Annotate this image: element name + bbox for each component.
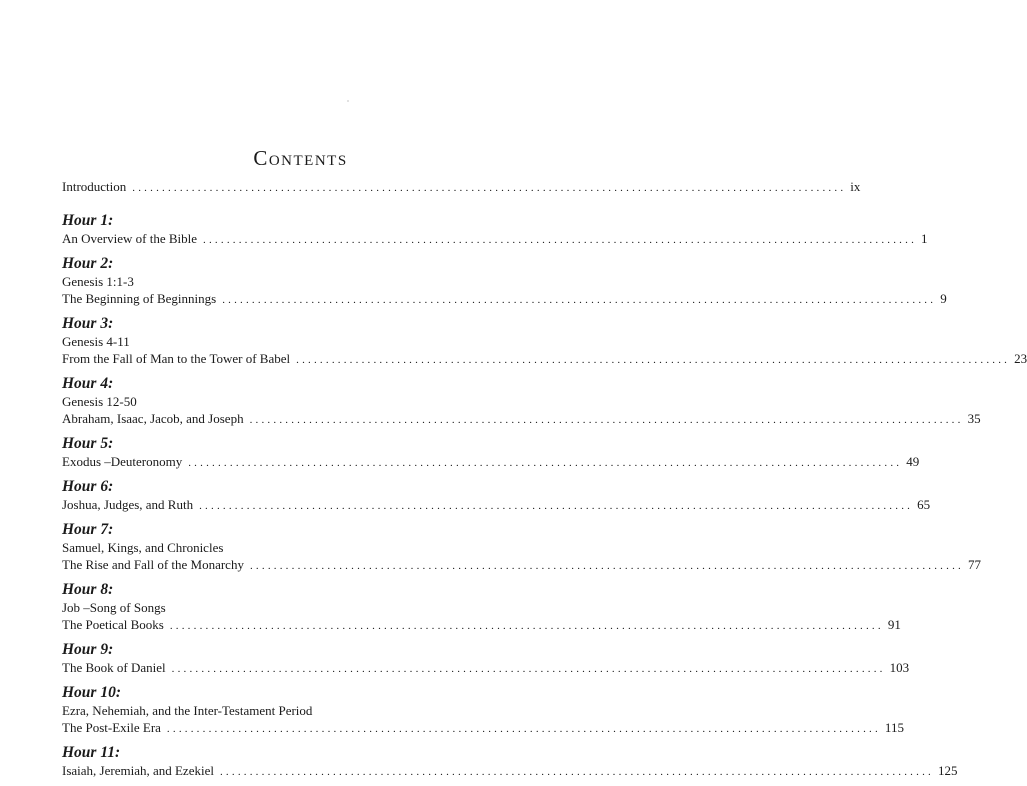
- dot-leader: ........................................................................................................................: [222, 294, 937, 306]
- toc-section: [62, 434, 920, 470]
- toc-page-number: 1: [921, 231, 928, 246]
- toc-page-number: 77: [967, 557, 981, 572]
- hour-heading: Hour 2:: [62, 255, 114, 272]
- dot-leader: ........................................................................................................................: [199, 500, 914, 512]
- section-subtitle: Genesis 1:1-3: [62, 274, 134, 289]
- toc-section: [62, 374, 981, 427]
- toc-page-number: 115: [884, 720, 904, 735]
- hour-heading: Hour 9:: [62, 641, 114, 658]
- toc-section: [62, 683, 904, 736]
- dot-leader: ........................................................................................................................: [203, 234, 918, 246]
- toc-section: [62, 314, 1027, 367]
- hour-heading: Hour 3:: [62, 315, 114, 332]
- dot-leader: ........................................................................................................................: [249, 414, 964, 426]
- toc-section: [62, 520, 981, 573]
- toc-entry[interactable]: [62, 556, 981, 573]
- toc-entry[interactable]: [62, 616, 901, 633]
- dot-leader: ........................................................................................................................: [296, 354, 1011, 366]
- toc-entry-label: The Beginning of Beginnings: [62, 291, 217, 306]
- toc-page-number: 49: [906, 454, 920, 469]
- toc-entry[interactable]: [62, 230, 928, 247]
- toc-entry[interactable]: [62, 719, 904, 736]
- toc-entry-label: The Poetical Books: [62, 617, 164, 632]
- page-title: Contents: [253, 146, 348, 170]
- dot-leader: ........................................................................................................................: [249, 560, 964, 572]
- toc-section: [62, 743, 958, 779]
- toc-page-number: 9: [940, 291, 947, 306]
- dot-leader: ........................................................................................................................: [219, 766, 934, 778]
- hour-heading: Hour 4:: [62, 375, 114, 392]
- section-subtitle: Genesis 12-50: [62, 394, 137, 409]
- toc-entry-label: The Post-Exile Era: [62, 720, 161, 735]
- toc-section: [62, 640, 910, 676]
- hour-heading: Hour 8:: [62, 581, 114, 598]
- toc-entry-label: The Rise and Fall of the Monarchy: [62, 557, 244, 572]
- section-subtitle: Genesis 4-11: [62, 334, 130, 349]
- toc-page-number: 91: [887, 617, 901, 632]
- toc-entry-label: The Book of Daniel: [62, 660, 166, 675]
- hour-heading: Hour 7:: [62, 521, 114, 538]
- toc-section: [62, 254, 947, 307]
- toc-page-number: 103: [889, 660, 910, 675]
- toc-entry-label: Abraham, Isaac, Jacob, and Joseph: [62, 411, 244, 426]
- toc-entry[interactable]: [62, 350, 1027, 367]
- toc-section: [62, 580, 901, 633]
- hour-heading: Hour 11:: [62, 744, 121, 761]
- toc-entry-label: An Overview of the Bible: [62, 231, 198, 246]
- toc-entry-label: Introduction: [62, 179, 127, 194]
- toc-entry[interactable]: [62, 410, 981, 427]
- hour-heading: Hour 6:: [62, 478, 114, 495]
- toc-page-number: ix: [850, 179, 861, 194]
- toc-entry-label: Isaiah, Jeremiah, and Ezekiel: [62, 763, 214, 778]
- paper-speck: [347, 100, 349, 102]
- toc-page-number: 35: [967, 411, 981, 426]
- section-subtitle: Samuel, Kings, and Chronicles: [62, 540, 224, 555]
- toc-page-number: 23: [1014, 351, 1027, 366]
- dot-leader: ........................................................................................................................: [169, 620, 884, 632]
- toc-section: [62, 211, 928, 247]
- table-of-contents: [62, 178, 1027, 786]
- toc-entry-label: Exodus –Deuteronomy: [62, 454, 183, 469]
- toc-entry-label: Joshua, Judges, and Ruth: [62, 497, 194, 512]
- toc-page-number: 125: [937, 763, 958, 778]
- dot-leader: ........................................................................................................................: [132, 182, 847, 194]
- section-subtitle: Job –Song of Songs: [62, 600, 166, 615]
- toc-section: [62, 477, 931, 513]
- toc-entry[interactable]: [62, 290, 947, 307]
- dot-leader: ........................................................................................................................: [188, 457, 903, 469]
- toc-entry-label: From the Fall of Man to the Tower of Babel: [62, 351, 291, 366]
- toc-entry[interactable]: [62, 762, 958, 779]
- toc-entry[interactable]: [62, 453, 920, 470]
- toc-entry-introduction[interactable]: [62, 178, 861, 195]
- toc-sections: [62, 211, 1027, 779]
- hour-heading: Hour 1:: [62, 212, 114, 229]
- dot-leader: ........................................................................................................................: [166, 723, 881, 735]
- hour-heading: Hour 10:: [62, 684, 121, 701]
- toc-entry[interactable]: [62, 659, 910, 676]
- toc-entry[interactable]: [62, 496, 931, 513]
- hour-heading: Hour 5:: [62, 435, 114, 452]
- section-subtitle: Ezra, Nehemiah, and the Inter-Testament Period: [62, 703, 313, 718]
- toc-page-number: 65: [917, 497, 931, 512]
- dot-leader: ........................................................................................................................: [171, 663, 886, 675]
